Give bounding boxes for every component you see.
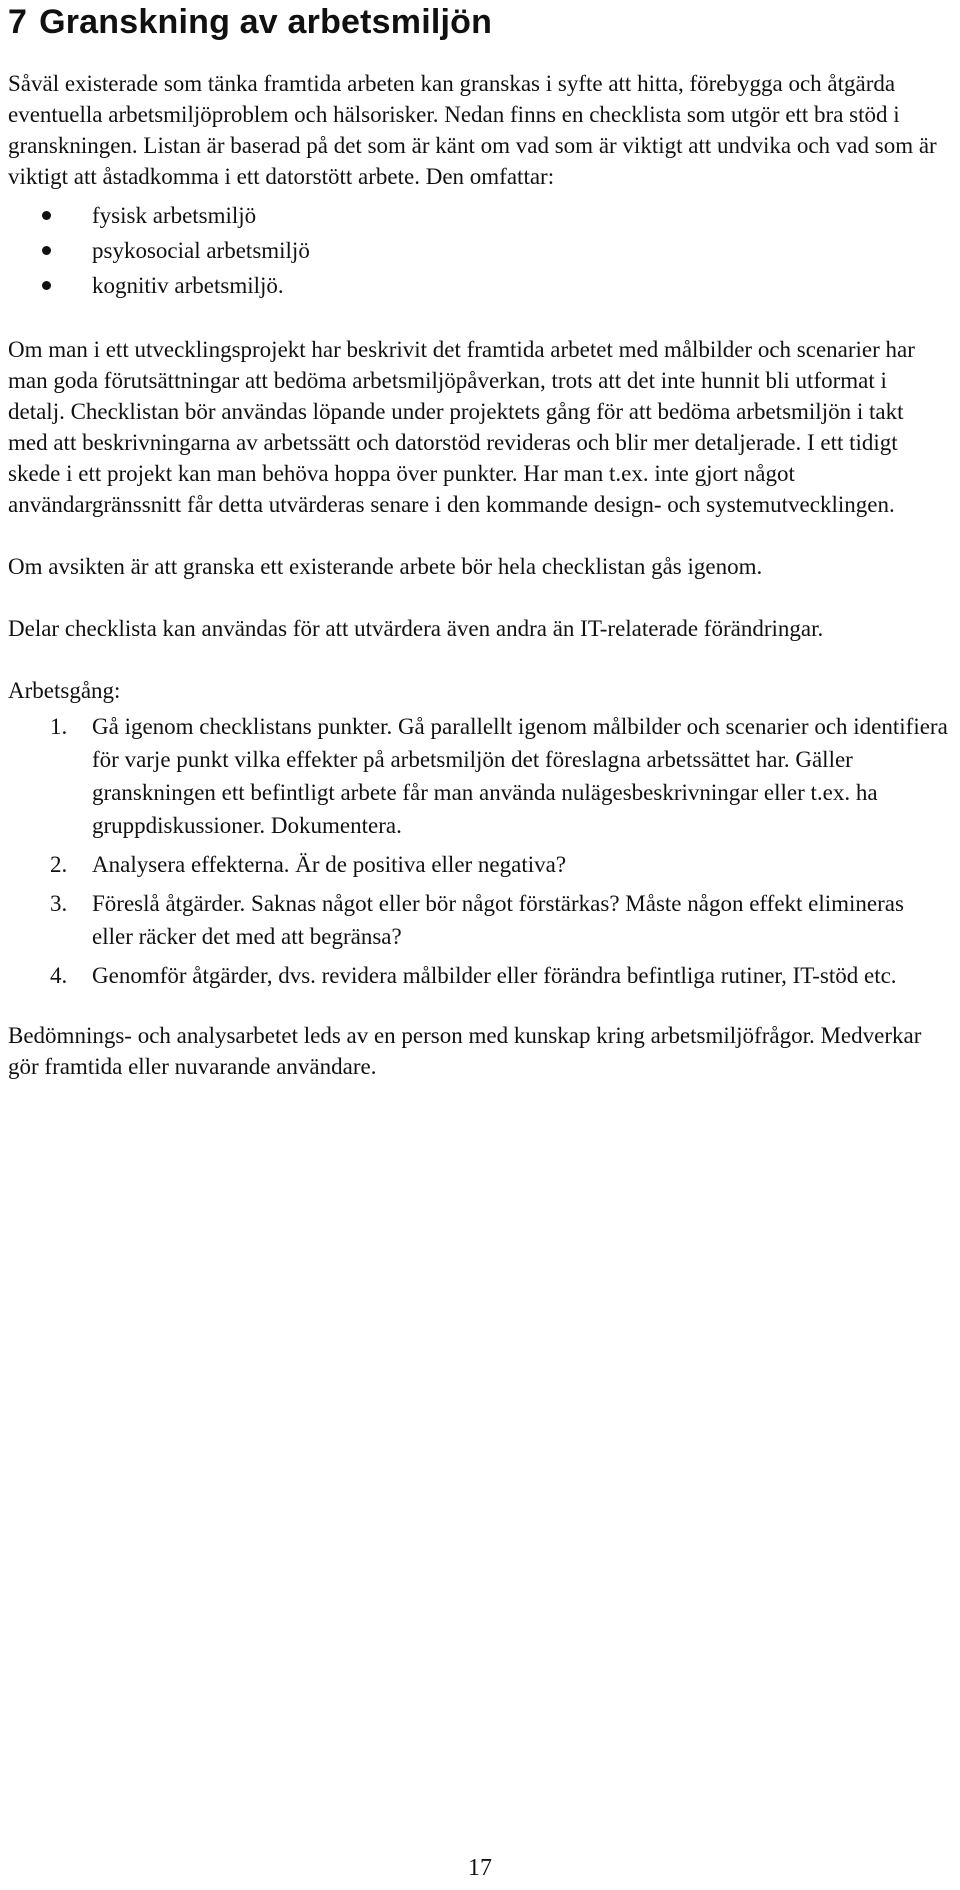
partial-checklist-paragraph: Delar checklista kan användas för att utvärdera även andra än IT-relaterade förändringar. xyxy=(8,616,824,641)
bullet-icon xyxy=(42,281,51,290)
section-number: 7 xyxy=(8,3,28,41)
procedure-steps-list xyxy=(8,710,948,992)
bullet-item xyxy=(8,233,948,268)
step-number: 3. xyxy=(50,891,68,916)
step-number: 1. xyxy=(50,714,68,739)
procedure-step xyxy=(8,887,948,953)
project-paragraph: Om man i ett utvecklingsprojekt har beskrivit det framtida arbetet med målbilder och scenarier har man goda förutsättningar att bedöma arbetsmiljöpåverkan, trots att det inte hunnit bli utformat i detalj. Checklistan bör användas löpande under projektets gång för att bedöma arbetsmiljön i takt med att beskrivningarna av arbetssätt och datorstöd revideras och blir mer detaljerade. I ett tidigt skede i ett projekt kan man behöva hoppa över punkter. Har man t.ex. inte gjort något användargränssnitt får detta utvärderas senare i den kommande design- och systemutvecklingen. xyxy=(8,337,915,517)
bullet-text: psykosocial arbetsmiljö xyxy=(92,238,310,263)
document-body xyxy=(8,68,948,1082)
section-heading xyxy=(8,0,948,42)
closing-paragraph: Bedömnings- och analysarbetet leds av en person med kunskap kring arbetsmiljöfrågor. Medverkar gör framtida eller nuvarande användare. xyxy=(8,1023,922,1079)
procedure-step xyxy=(8,710,948,842)
bullet-item xyxy=(8,198,948,233)
procedure-step xyxy=(8,959,948,992)
procedure-step xyxy=(8,848,948,881)
section-title: Granskning av arbetsmiljön xyxy=(39,3,493,41)
document-page xyxy=(8,0,948,1890)
existing-work-paragraph: Om avsikten är att granska ett existerande arbete bör hela checklistan gås igenom. xyxy=(8,554,763,579)
step-text: Genomför åtgärder, dvs. revidera målbilder eller förändra befintliga rutiner, IT-stöd etc. xyxy=(92,963,897,988)
intro-paragraph: Såväl existerade som tänka framtida arbeten kan granskas i syfte att hitta, förebygga och åtgärda eventuella arbetsmiljöproblem och hälsorisker. Nedan finns en checklista som utgör ett bra stöd i granskningen. Listan är baserad på det som är känt om vad som är viktigt att undvika och vad som är viktigt att åstadkomma i ett datorstött arbete. Den omfattar: xyxy=(8,71,937,189)
step-text: Analysera effekterna. Är de positiva eller negativa? xyxy=(92,852,567,877)
bullet-item xyxy=(8,268,948,303)
bullet-icon xyxy=(42,211,51,220)
bullet-text: fysisk arbetsmiljö xyxy=(92,203,257,228)
procedure-label: Arbetsgång: xyxy=(8,678,121,703)
page-number: 17 xyxy=(468,1855,492,1881)
step-text: Gå igenom checklistans punkter. Gå parallellt igenom målbilder och scenarier och identifiera för varje punkt vilka effekter på arbetsmiljön det föreslagna arbetssättet har. Gäller granskningen ett befintligt arbete får man använda nulägesbeskrivningar eller t.ex. ha gruppdiskussioner. Dokumentera. xyxy=(92,714,948,838)
scope-bullet-list xyxy=(8,198,948,303)
bullet-icon xyxy=(42,246,51,255)
step-number: 2. xyxy=(50,852,68,877)
step-text: Föreslå åtgärder. Saknas något eller bör något förstärkas? Måste någon effekt elimineras eller räcker det med att begränsa? xyxy=(92,891,904,949)
bullet-text: kognitiv arbetsmiljö. xyxy=(92,273,284,298)
step-number: 4. xyxy=(50,963,68,988)
